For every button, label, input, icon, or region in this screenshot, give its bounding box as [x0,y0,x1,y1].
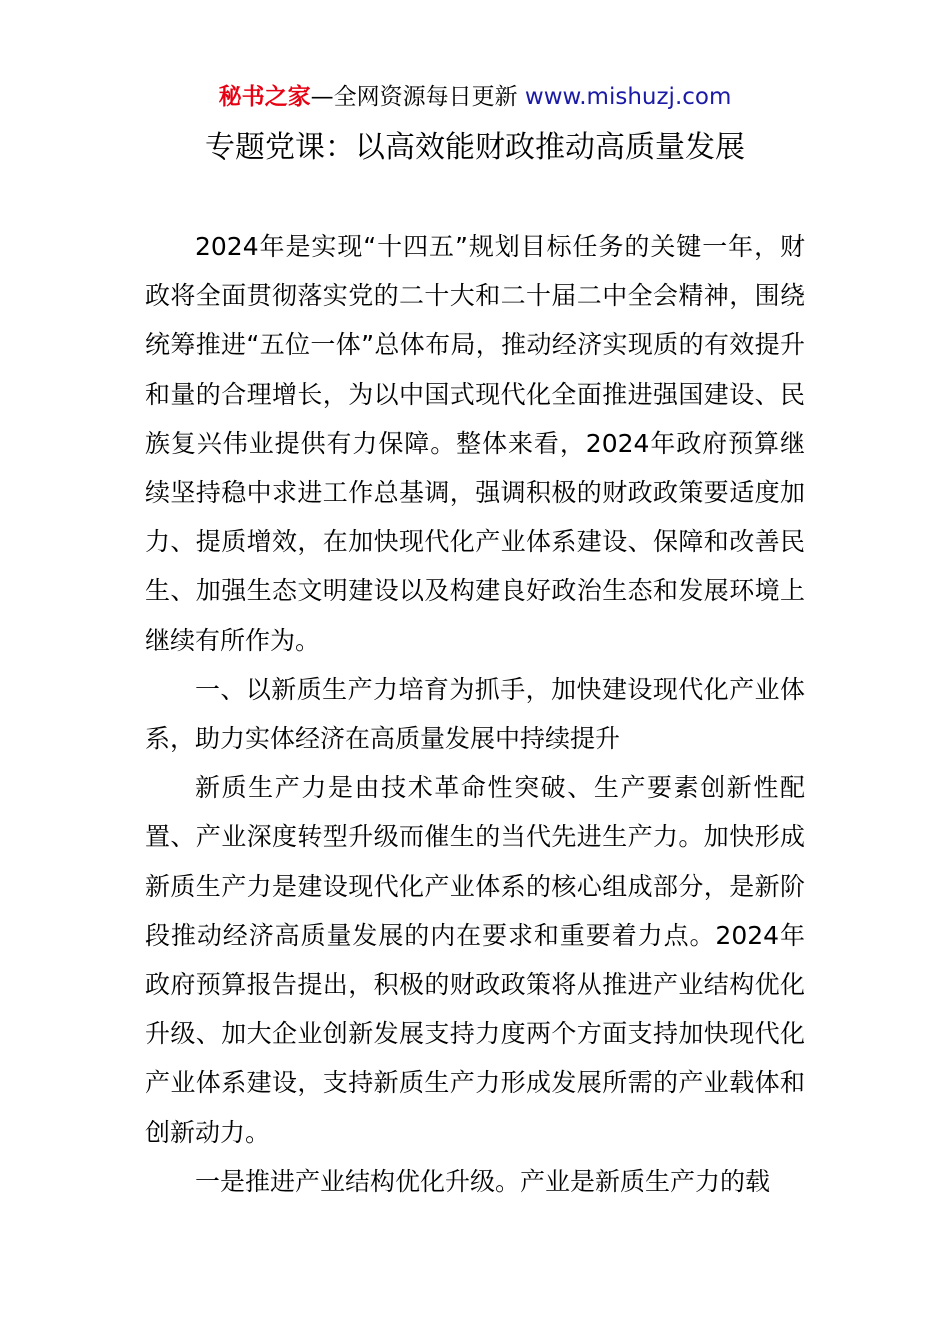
site-brand: 秘书之家 [218,84,311,110]
site-tagline: —全网资源每日更新 [310,84,518,110]
section-heading-1: 一、以新质生产力培育为抓手，加快建设现代化产业体系，助力实体经济在高质量发展中持续提升 [145,674,805,754]
document-body [145,222,805,1206]
site-header [0,80,950,114]
paragraph-intro: 2024年是实现“十四五”规划目标任务的关键一年，财政将全面贯彻落实党的二十大和二十届二中全会精神，围绕统筹推进“五位一体”总体布局，推动经济实现质的有效提升和量的合理增长，为以中国式现代化全面推进强国建设、民族复兴伟业提供有力保障。整体来看，2024年政府预算继续坚持稳中求进工作总基调，强调积极的财政政策要适度加力、提质增效，在加快现代化产业体系建设、保障和改善民生、加强生态文明建设以及构建良好政治生态和发展环境上继续有所作为。 [145,232,805,655]
paragraph-industrial-upgrade: 一是推进产业结构优化升级。产业是新质生产力的载 [195,1166,771,1196]
site-url-link[interactable]: www.mishuzj.com [524,84,732,110]
paragraph-new-productivity: 新质生产力是由技术革命性突破、生产要素创新性配置、产业深度转型升级而催生的当代先进生产力。加快形成新质生产力是建设现代化产业体系的核心组成部分，是新阶段推动经济高质量发展的内在要求和重要着力点。2024年政府预算报告提出，积极的财政政策将从推进产业结构优化升级、加大企业创新发展支持力度两个方面支持加快现代化产业体系建设，支持新质生产力形成发展所需的产业载体和创新动力。 [145,773,805,1147]
document-title: 专题党课：以高效能财政推动高质量发展 [205,130,745,165]
